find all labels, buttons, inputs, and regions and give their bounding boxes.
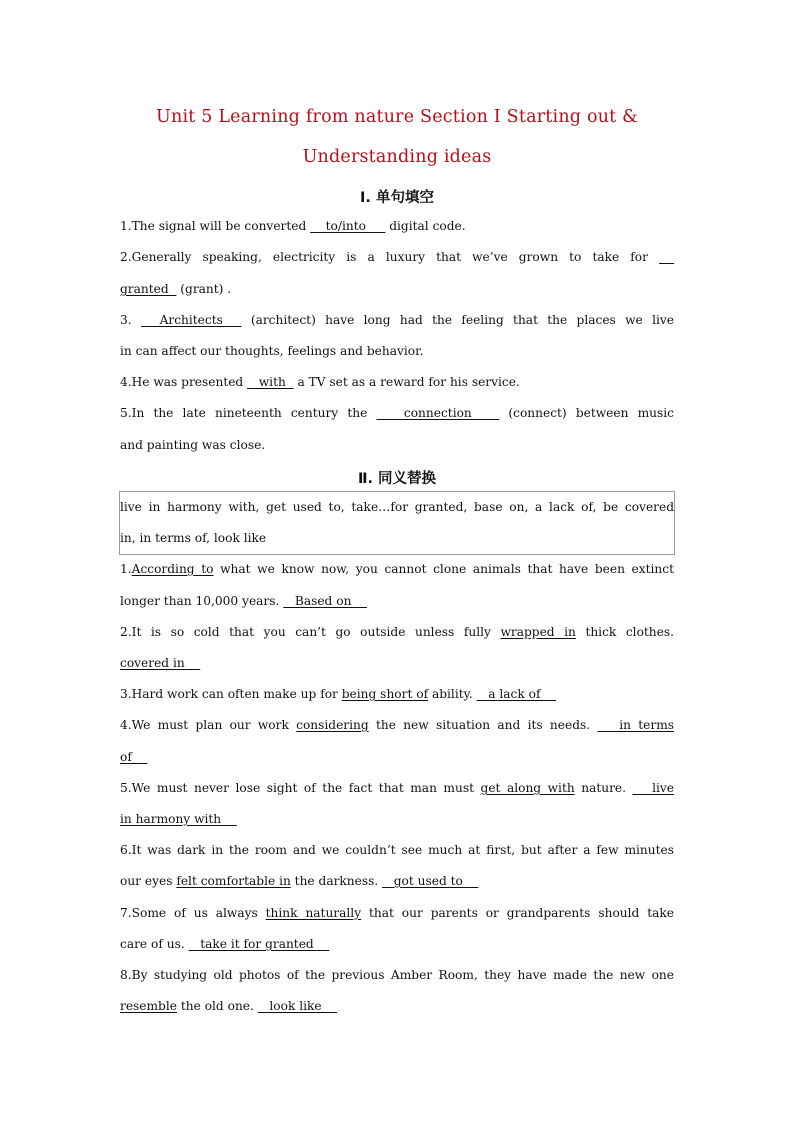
synonym-question-4: [120, 718, 674, 732]
question-text: 2.It is so cold that you can’t go outside unless fully: [120, 625, 501, 639]
page-title: Unit 5 Learning from nature Section Ⅰ Starting out &: [156, 107, 638, 127]
answer-blank: covered in: [120, 656, 201, 670]
answer-blank: [659, 250, 674, 264]
section1-heading: Ⅰ. 单句填空: [360, 190, 434, 206]
synonym-question-4-cont: [120, 750, 674, 764]
synonym-question-2: [120, 625, 674, 639]
answer-blank: connection: [376, 406, 500, 420]
answer-blank: a lack of: [476, 687, 556, 701]
answer-blank: Architects: [140, 313, 242, 327]
target-phrase: resemble: [120, 999, 177, 1013]
question-text: 4.We must plan our work: [120, 718, 297, 732]
question-text: our eyes: [120, 874, 177, 888]
question-text: the new situation and its needs.: [368, 718, 598, 732]
question-text: 8.By studying old photos of the previous Amber Room, they have made the new one: [120, 968, 674, 982]
question-text: 6.It was dark in the room and we couldn’t see much at first, but after a few minutes: [120, 843, 674, 857]
target-phrase: get along with: [480, 781, 575, 795]
question-2: [120, 250, 674, 264]
answer-blank: look like: [257, 999, 338, 1013]
question-text: (connect) between music: [499, 406, 674, 420]
question-1: [120, 219, 674, 233]
target-phrase: wrapped in: [500, 625, 576, 639]
question-text: nature.: [574, 781, 633, 795]
question-text: care of us.: [120, 937, 189, 951]
target-phrase: According to: [131, 562, 214, 576]
synonym-question-5: [120, 781, 674, 795]
synonym-question-7-cont: [120, 937, 674, 951]
question-text: 7.Some of us always: [120, 906, 266, 920]
section2-heading: Ⅱ. 同义替换: [357, 471, 437, 487]
question-text: 3.: [120, 313, 141, 327]
question-text: longer than 10,000 years.: [120, 594, 284, 608]
question-5-cont: and painting was close.: [120, 438, 266, 452]
synonym-question-6: [120, 843, 674, 857]
question-3: [120, 313, 674, 327]
question-text: a TV set as a reward for his service.: [293, 375, 520, 389]
question-text: 4.He was presented: [120, 375, 248, 389]
synonym-question-1: [120, 562, 674, 576]
synonym-question-5-cont: [120, 812, 674, 826]
synonym-question-2-cont: [120, 656, 674, 670]
target-phrase: considering: [296, 718, 369, 732]
question-text: 1.The signal will be converted: [120, 219, 311, 233]
word-box-line1: live in harmony with, get used to, take…for granted, base on, a lack of, be covered: [120, 500, 674, 514]
target-phrase: being short of: [341, 687, 429, 701]
answer-blank: to/into: [310, 219, 386, 233]
answer-blank: take it for granted: [188, 937, 330, 951]
answer-blank: in terms: [597, 718, 675, 732]
question-text: what we know now, you cannot clone animals that have been extinct: [213, 562, 675, 576]
question-4: [120, 375, 674, 389]
question-text: that our parents or grandparents should take: [361, 906, 674, 920]
question-text: digital code.: [385, 219, 466, 233]
target-phrase: felt comfortable in: [176, 874, 291, 888]
question-2-cont: [120, 282, 674, 296]
answer-blank: Based on: [283, 594, 367, 608]
question-5: [120, 406, 674, 420]
question-text: 2.Generally speaking, electricity is a luxury that we’ve grown to take for: [120, 250, 660, 264]
question-3-cont: in can affect our thoughts, feelings and behavior.: [120, 344, 424, 358]
answer-blank: granted: [120, 282, 177, 296]
synonym-question-1-cont: [120, 594, 674, 608]
answer-blank: got used to: [382, 874, 479, 888]
synonym-question-6-cont: [120, 874, 674, 888]
answer-blank: live: [632, 781, 674, 795]
question-text: 5.We must never lose sight of the fact that man must: [120, 781, 481, 795]
question-text: thick clothes.: [575, 625, 674, 639]
answer-blank: of: [120, 750, 148, 764]
synonym-question-3: [120, 687, 674, 701]
question-number: 1.: [120, 562, 132, 576]
question-text: the old one.: [176, 999, 258, 1013]
answer-blank: in harmony with: [120, 812, 237, 826]
synonym-question-8: [120, 968, 674, 982]
synonym-question-8-cont: [120, 999, 674, 1013]
question-text: 5.In the late nineteenth century the: [120, 406, 377, 420]
synonym-question-7: [120, 906, 674, 920]
question-text: 3.Hard work can often make up for: [120, 687, 342, 701]
target-phrase: think naturally: [265, 906, 362, 920]
page-title-line2: Understanding ideas: [302, 147, 492, 167]
question-text: (architect) have long had the feeling that the places we live: [241, 313, 674, 327]
answer-blank: with: [247, 375, 294, 389]
question-text: the darkness.: [290, 874, 383, 888]
question-text: (grant) .: [176, 282, 232, 296]
word-box-line2: in, in terms of, look like: [120, 531, 267, 545]
question-text: ability.: [428, 687, 477, 701]
